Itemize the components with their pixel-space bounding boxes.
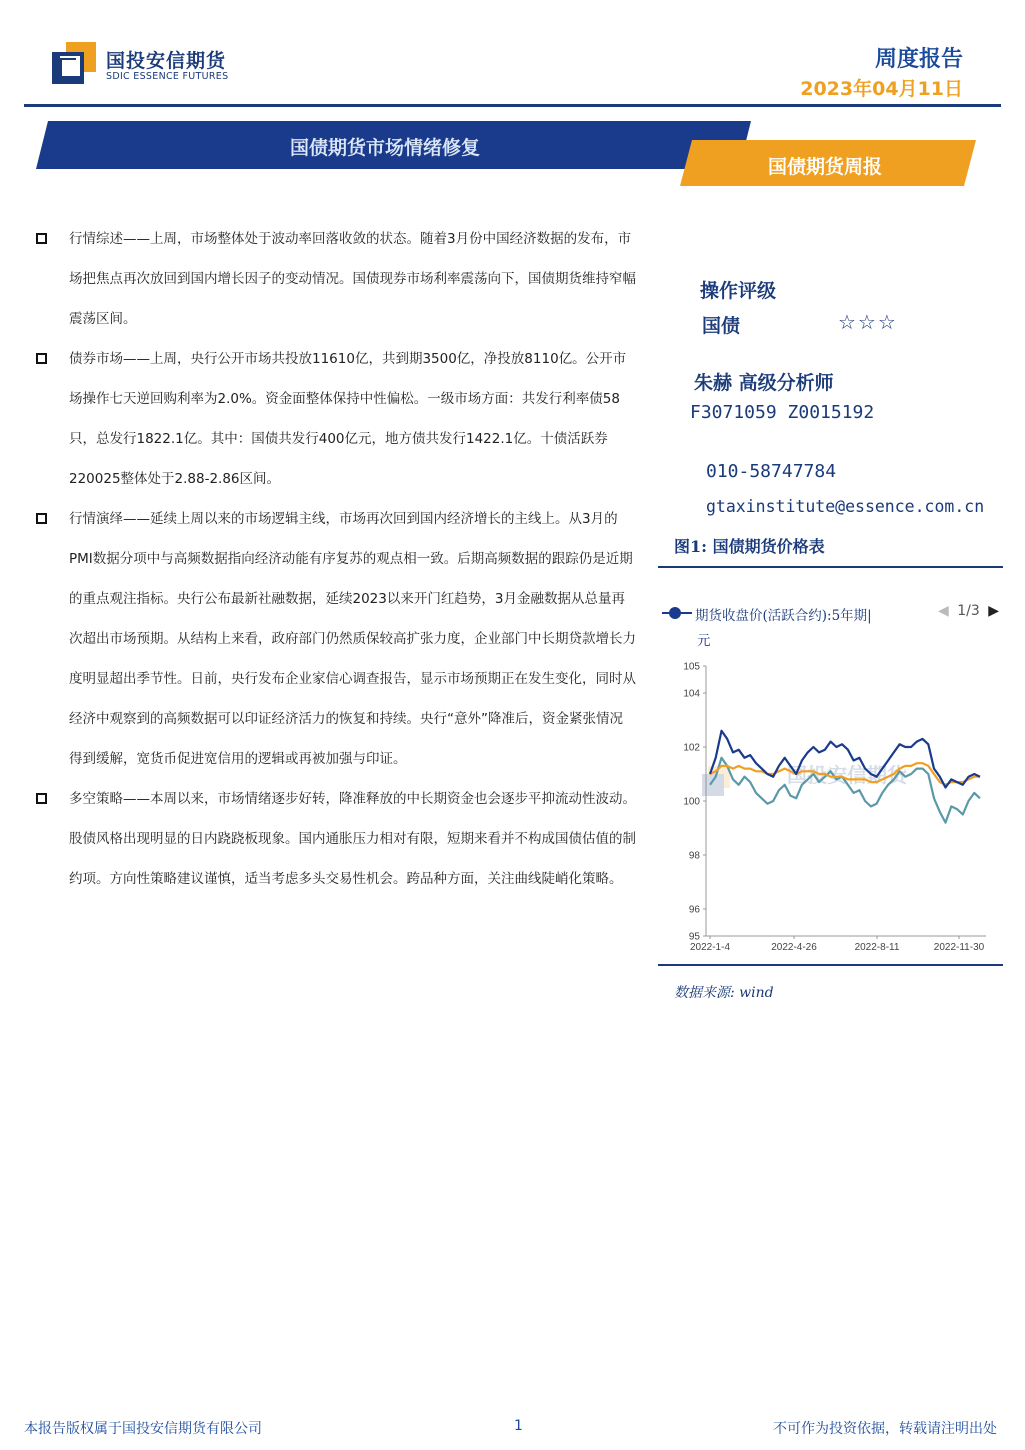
footer-disclaimer: 不可作为投资依据，转载请注明出处 xyxy=(773,1421,997,1437)
analyst-license: F3071059 Z0015192 xyxy=(690,402,875,423)
y-tick-label: 105 xyxy=(683,661,700,673)
chart-unit: 元 xyxy=(697,633,711,649)
contact-phone: 010-58747784 xyxy=(706,461,837,482)
contact-email[interactable]: gtaxinstitute@essence.com.cn xyxy=(706,497,985,516)
paragraph-bond-market xyxy=(36,339,636,499)
legend-swatch-icon xyxy=(662,603,692,623)
x-tick-label: 2022-1-4 xyxy=(689,942,731,953)
y-tick-label: 102 xyxy=(683,742,700,754)
figure-top-rule xyxy=(658,566,1003,568)
paragraph-market-review xyxy=(36,219,636,339)
logo-en-text: SDIC ESSENCE FUTURES xyxy=(106,71,229,82)
y-tick-label: 96 xyxy=(688,904,700,916)
legend-pager xyxy=(938,603,999,619)
figure-bottom-rule xyxy=(658,964,1003,966)
bullet-icon xyxy=(36,793,47,804)
paragraph-text: 多空策略——本周以来，市场情绪逐步好转，降准释放的中长期资金也会逐步平抑流动性波动。股债风格出现明显的日内跷跷板现象。国内通胀压力相对有限，短期来看并不构成国债估值的制约项。方向性策略建议谨慎，适当考虑多头交易性机会。跨品种方面，关注曲线陡峭化策略。 xyxy=(69,791,636,887)
footer-copyright: 本报告版权属于国投安信期货有限公司 xyxy=(24,1421,262,1437)
header-divider xyxy=(24,104,1001,107)
analyst-name: 朱赫 高级分析师 xyxy=(694,372,834,394)
rating-title: 操作评级 xyxy=(700,280,777,302)
bullet-icon xyxy=(36,353,47,364)
bullet-icon xyxy=(36,233,47,244)
x-tick-label: 2022-8-11 xyxy=(854,942,900,953)
futures-price-chart xyxy=(662,658,1002,958)
y-tick-label: 100 xyxy=(683,796,700,808)
report-title: 国债期货市场情绪修复 xyxy=(290,137,481,159)
company-logo xyxy=(52,42,252,86)
report-type: 周度报告 xyxy=(874,47,963,72)
paragraph-market-interpretation xyxy=(36,499,636,779)
paragraph-text: 行情综述——上周，市场整体处于波动率回落收敛的状态。随着3月份中国经济数据的发布，市场把焦点再次放回到国内增长因子的变动情况。国债现券市场利率震荡向下，国债期货维持窄幅震荡区间。 xyxy=(69,231,636,327)
pager-text: 1/3 xyxy=(957,603,980,619)
paragraph-strategy xyxy=(36,779,636,899)
x-tick-label: 2022-11-30 xyxy=(933,942,985,953)
logo-mark-icon xyxy=(52,42,96,84)
pager-prev-icon[interactable]: ◀ xyxy=(938,603,949,619)
y-tick-label: 98 xyxy=(688,850,700,862)
bullet-icon xyxy=(36,513,47,524)
y-tick-label: 95 xyxy=(688,931,700,943)
y-tick-label: 104 xyxy=(683,688,700,700)
x-tick-label: 2022-4-26 xyxy=(771,942,817,953)
report-tag: 国债期货周报 xyxy=(768,156,883,178)
footer-page-number: 1 xyxy=(514,1418,523,1434)
data-source: 数据来源: wind xyxy=(674,985,774,1001)
legend-label: 期货收盘价(活跃合约):5年期| xyxy=(695,608,872,624)
report-date: 2023年04月11日 xyxy=(800,78,963,100)
rating-stars: ☆☆☆ xyxy=(838,310,898,334)
paragraph-text: 债券市场——上周，央行公开市场共投放11610亿，共到期3500亿，净投放8110亿。公开市场操作七天逆回购利率为2.0%。资金面整体保持中性偏松。一级市场方面：共发行利率债58只，总发行1822.1亿。其中：国债共发行400亿元，地方债共发行1422.1亿。十债活跃券220025整体处于2.88-2.86区间。 xyxy=(69,351,627,487)
logo-cn-text: 国投安信期货 xyxy=(106,50,227,72)
rating-item: 国债 xyxy=(702,315,741,337)
watermark-text: 国投安信期货 xyxy=(787,765,907,787)
paragraph-text: 行情演绎——延续上周以来的市场逻辑主线，市场再次回到国内经济增长的主线上。从3月的PMI数据分项中与高频数据指向经济动能有序复苏的观点相一致。后期高频数据的跟踪仍是近期的重点观注指标。央行公布最新社融数据，延续2023以来开门红趋势，3月金融数据从总量再次超出市场预期。从结构上来看，政府部门仍然质保较高扩张力度，企业部门中长期贷款增长力度明显超出季节性。日前，央行发布企业家信心调查报告，显示市场预期正在发生变化，同时从经济中观察到的高频数据可以印证经济活力的恢复和持续。央行“意外”降准后，资金紧张情况得到缓解，宽货币促进宽信用的逻辑或再被加强与印证。 xyxy=(69,511,636,767)
report-body xyxy=(36,219,636,899)
figure-title: 图1: 国债期货价格表 xyxy=(674,537,825,556)
pager-next-icon[interactable]: ▶ xyxy=(988,603,999,619)
